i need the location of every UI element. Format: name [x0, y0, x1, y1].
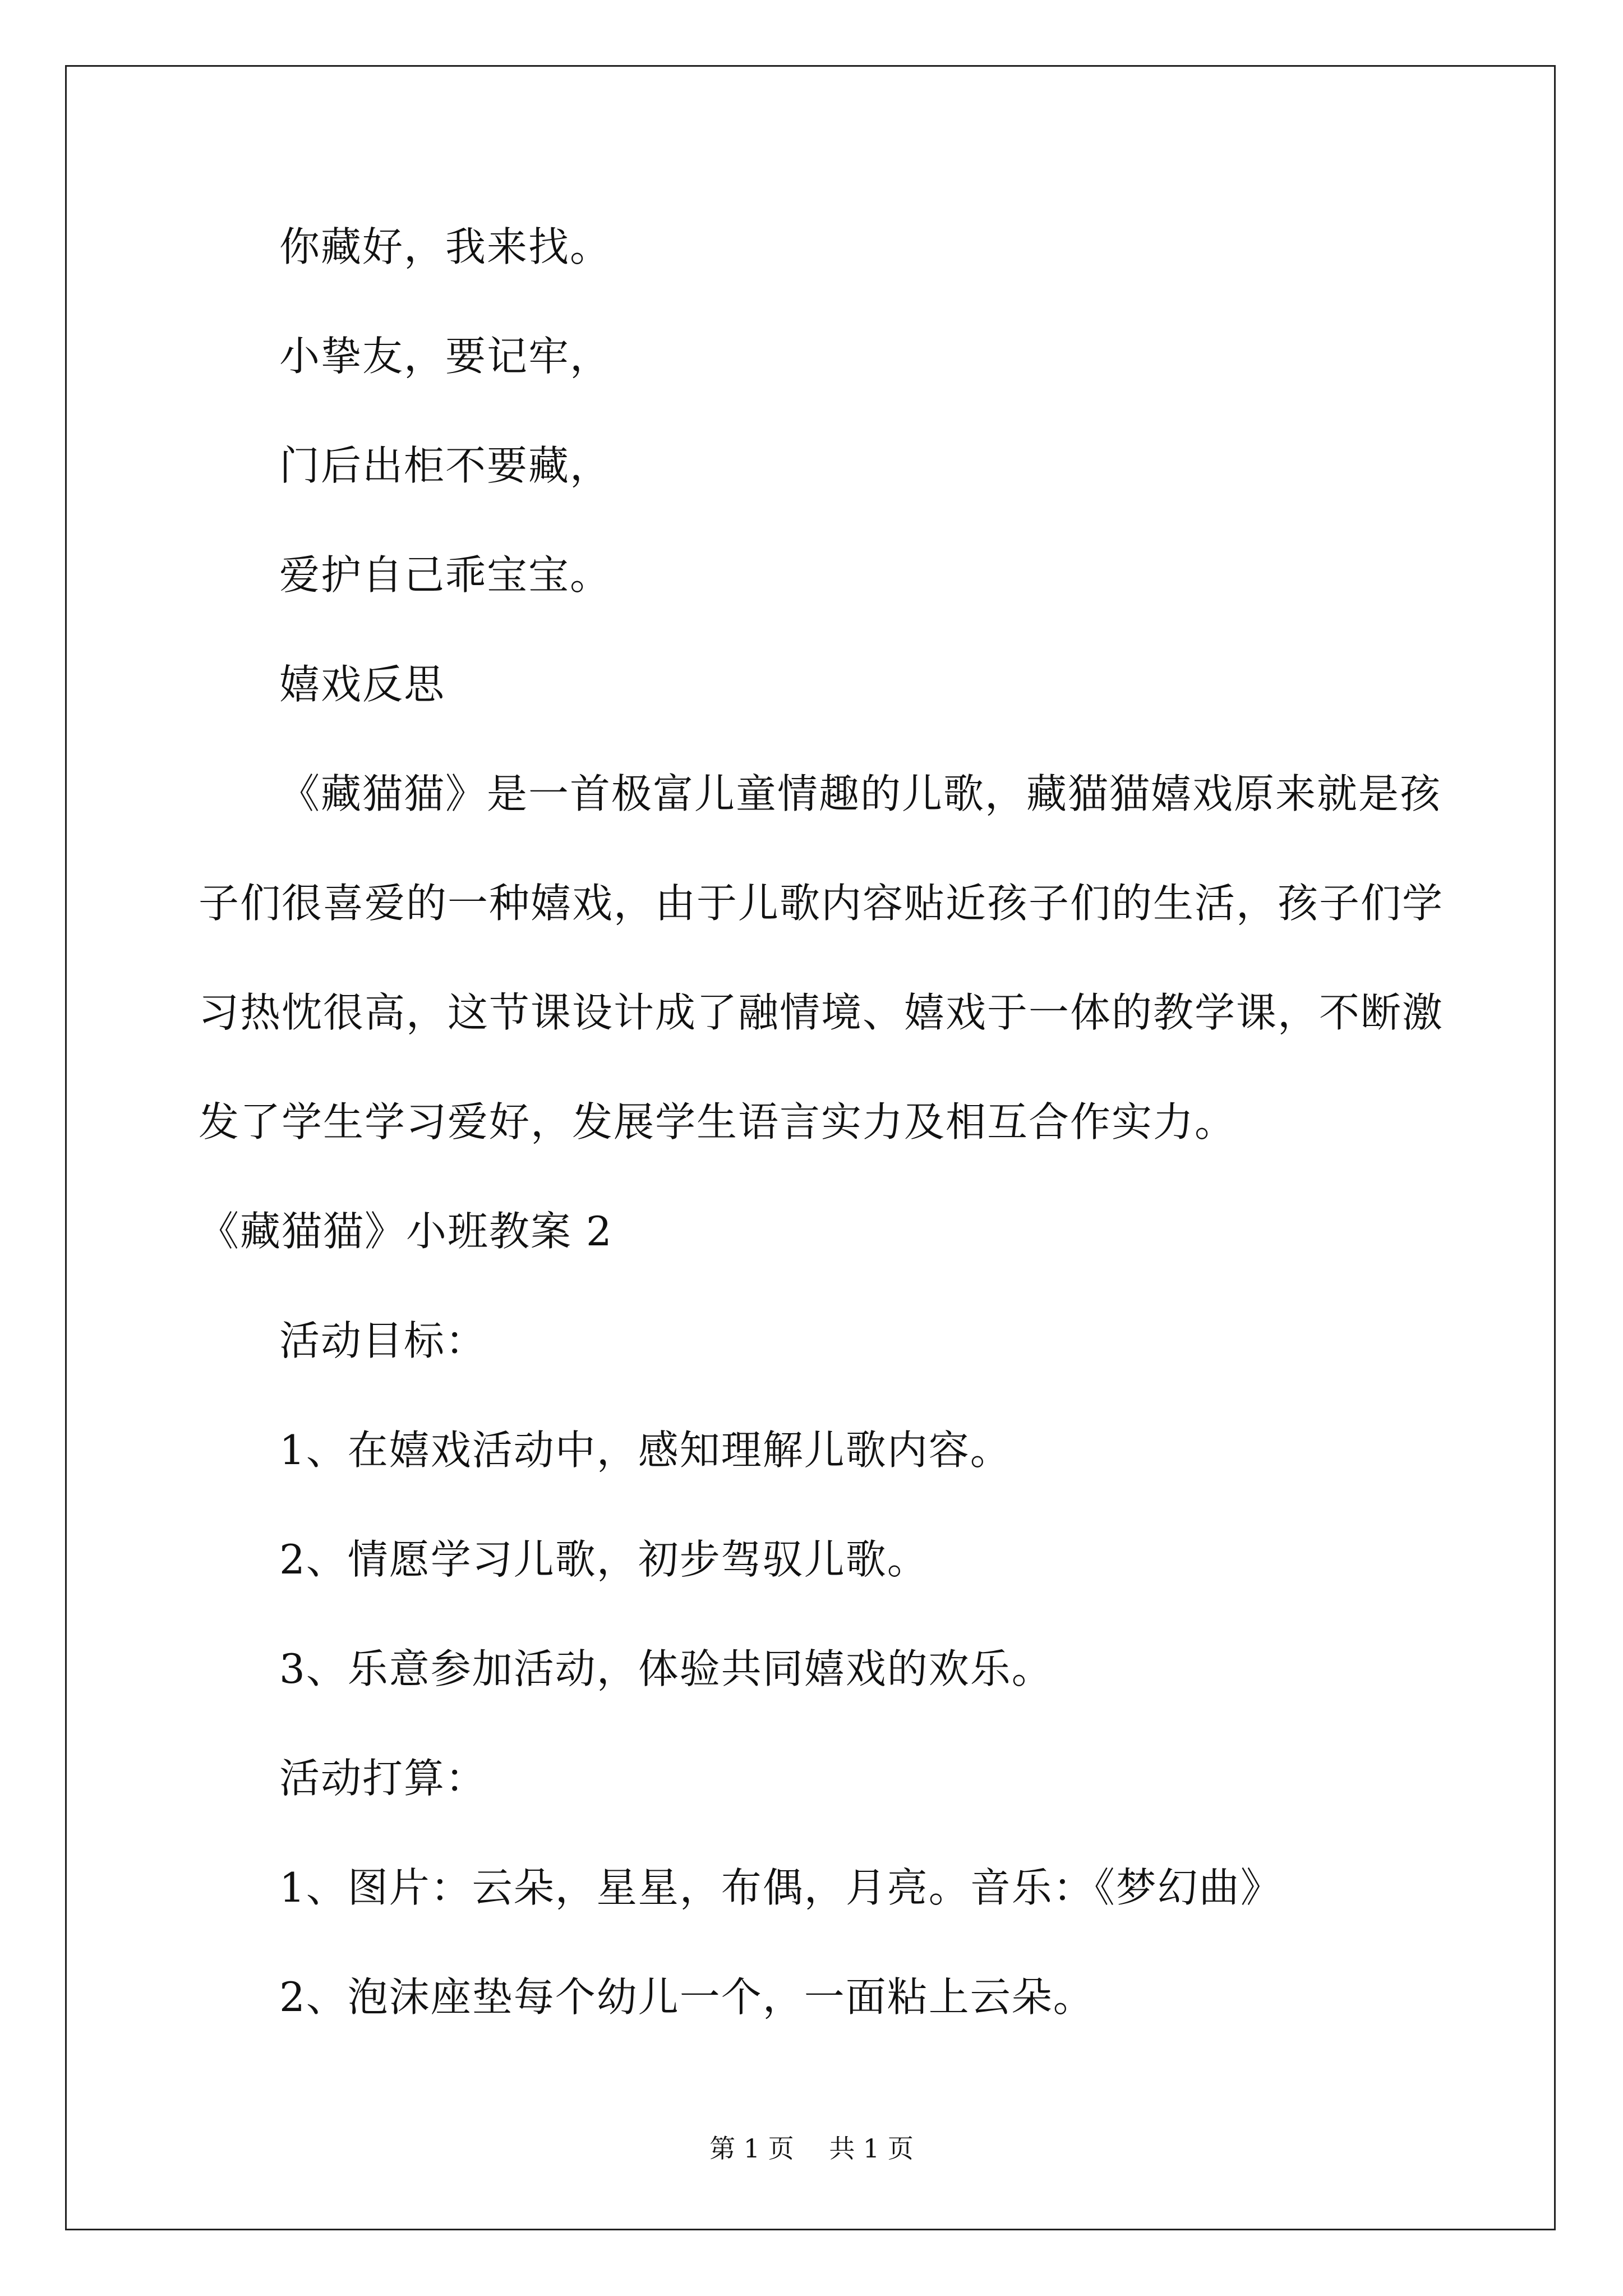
page-footer	[0, 2132, 1623, 2165]
preparation-heading: 活动打算：	[279, 1755, 487, 1802]
poem-line: 小挚友，要记牢，	[279, 333, 612, 380]
preparation-item: 2、泡沫座垫每个幼儿一个，一面粘上云朵。	[279, 1973, 1095, 2021]
poem-line: 你藏好，我来找。	[279, 223, 612, 270]
poem-line: 门后出柜不要藏，	[279, 442, 612, 489]
poem-line: 爱护自己乖宝宝。	[279, 551, 612, 599]
goal-item: 2、情愿学习儿歌，初步驾驭儿歌。	[279, 1536, 929, 1583]
goal-item: 1、在嬉戏活动中，感知理解儿歌内容。	[279, 1427, 1012, 1474]
preparation-item: 1、图片：云朵，星星，布偶，月亮。音乐：《梦幻曲》	[279, 1864, 1282, 1911]
goals-heading: 活动目标：	[279, 1317, 487, 1364]
page-number-current: 第 1 页	[709, 2133, 794, 2164]
reflection-paragraph-line: 发了学生学习爱好，发展学生语言实力及相互合作实力。	[199, 1098, 1237, 1145]
goal-item: 3、乐意参加活动，体验共同嬉戏的欢乐。	[279, 1645, 1053, 1692]
reflection-paragraph-line: 《藏猫猫》是一首极富儿童情趣的儿歌，藏猫猫嬉戏原来就是孩	[279, 770, 1442, 817]
reflection-paragraph-line: 习热忱很高，这节课设计成了融情境、嬉戏于一体的教学课，不断激	[199, 989, 1444, 1036]
page-number-total: 共 1 页	[829, 2133, 914, 2164]
reflection-paragraph-line: 子们很喜爱的一种嬉戏，由于儿歌内容贴近孩子们的生活，孩子们学	[199, 880, 1444, 927]
reflection-heading: 嬉戏反思	[279, 661, 446, 708]
section-title: 《藏猫猫》小班教案 2	[199, 1208, 613, 1255]
